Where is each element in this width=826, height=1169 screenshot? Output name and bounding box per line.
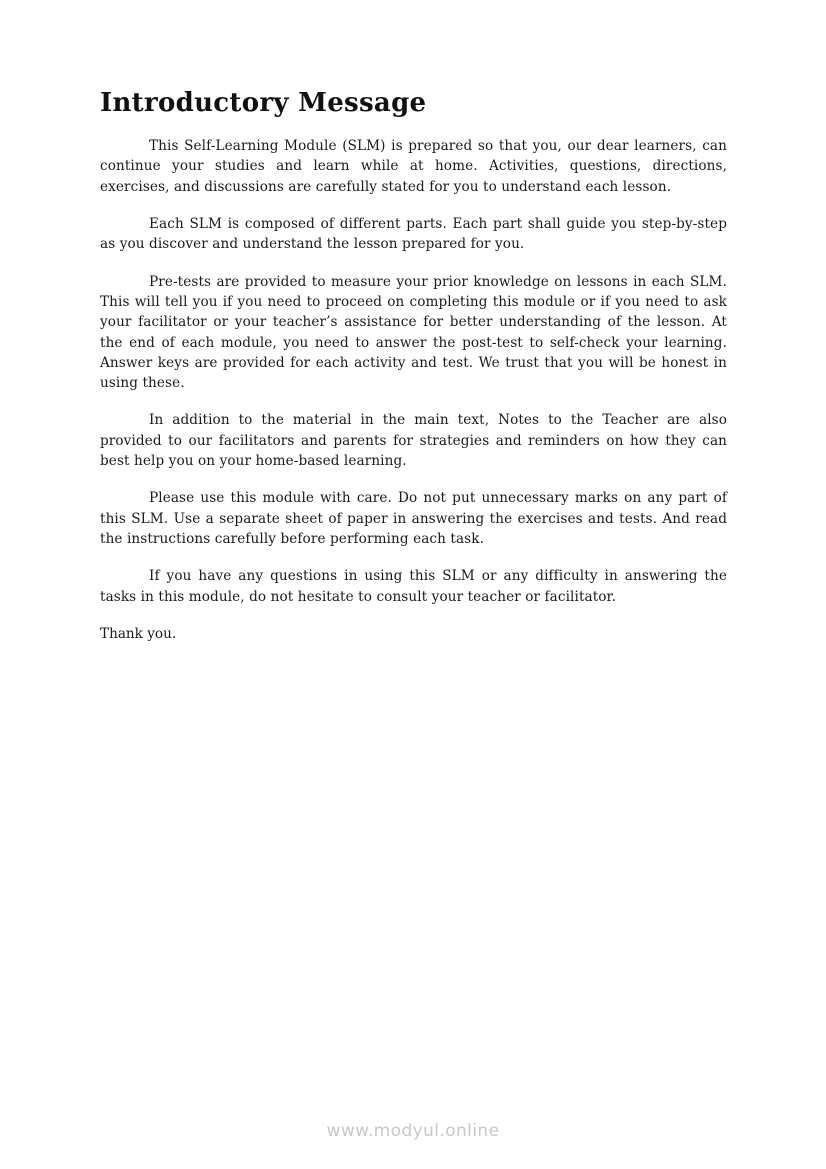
document-body bbox=[100, 0, 727, 644]
closing-line: Thank you. bbox=[100, 625, 177, 642]
page-title: Introductory Message bbox=[100, 88, 427, 118]
paragraph-questions: If you have any questions in using this SLM or any difficulty in answering the tasks in this module, do not hesitate to consult your teacher or facilitator. bbox=[100, 568, 727, 605]
paragraph-notes-to-teacher: In addition to the material in the main text, Notes to the Teacher are also provided to our facilitators and parents for strategies and reminders on how they can best help you on your home-based learning. bbox=[100, 412, 727, 470]
paragraph-intro: This Self-Learning Module (SLM) is prepared so that you, our dear learners, can continue your studies and learn while at home. Activities, questions, directions, exercises, and discussions are carefully stated for you to understand each lesson. bbox=[100, 138, 727, 195]
paragraph-care: Please use this module with care. Do not put unnecessary marks on any part of this SLM. Use a separate sheet of paper in answering the exercises and tests. And read the instructions carefully before performing each task. bbox=[100, 490, 727, 547]
watermark: www.modyul.online bbox=[326, 1121, 500, 1141]
paragraph-parts: Each SLM is composed of different parts. Each part shall guide you step-by-step as you discover and understand the lesson prepared for you. bbox=[100, 216, 727, 253]
paragraph-pretests: Pre-tests are provided to measure your prior knowledge on lessons in each SLM. This will tell you if you need to proceed on completing this module or if you need to ask your facilitator or your teacher’s assistance for better understanding of the lesson. At the end of each module, you need to answer the post-test to self-check your learning. Answer keys are provided for each activity and test. We trust that you will be honest in using these. bbox=[100, 273, 727, 392]
